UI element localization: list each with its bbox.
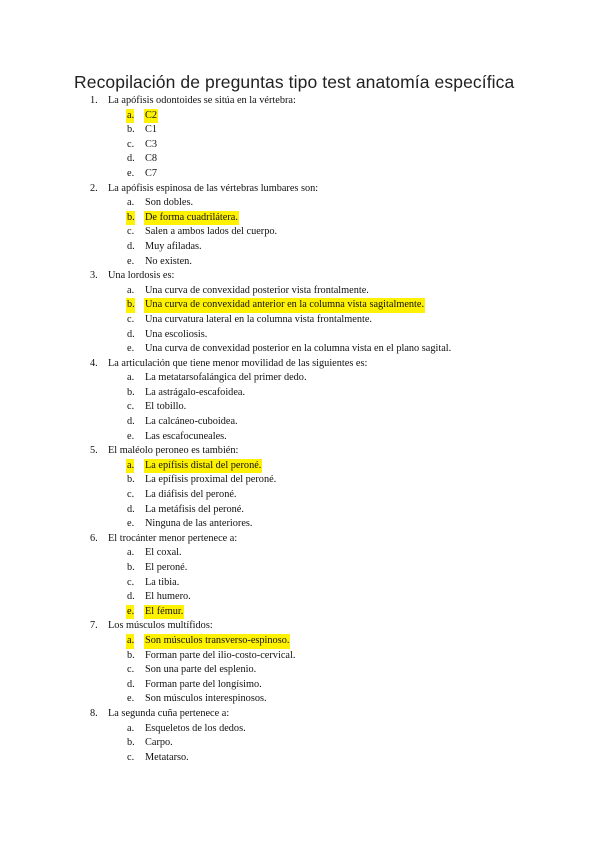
- answer-option: [0, 430, 600, 445]
- option-text-highlighted: Una curva de convexidad anterior en la columna vista sagitalmente.: [144, 298, 425, 313]
- page-title: Recopilación de preguntas tipo test anatomía específica: [74, 72, 515, 92]
- option-text: El tobillo.: [145, 401, 187, 413]
- option-text: Forman parte del longísimo.: [145, 678, 262, 690]
- option-letter: a.: [127, 197, 135, 209]
- answer-option: [0, 634, 600, 649]
- answer-option: [0, 342, 600, 357]
- question-1: [0, 94, 600, 109]
- option-letter: c.: [127, 576, 135, 588]
- question-5: [0, 444, 600, 459]
- option-letter: b.: [127, 124, 135, 136]
- option-text-highlighted: Son músculos transverso-espinoso.: [144, 634, 290, 649]
- option-text: Una curva de convexidad posterior en la columna vista en el plano sagital.: [145, 343, 452, 355]
- answer-option: [0, 152, 600, 167]
- answer-option: [0, 415, 600, 430]
- answer-option: [0, 663, 600, 678]
- answer-option: [0, 517, 600, 532]
- option-text: C8: [145, 153, 158, 165]
- option-text: Son dobles.: [145, 197, 194, 209]
- option-text: Una curvatura lateral en la columna vista frontalmente.: [145, 313, 373, 325]
- question-text: El trocánter menor pertenece a:: [108, 532, 238, 544]
- question-3: [0, 269, 600, 284]
- answer-option: [0, 722, 600, 737]
- option-letter: b.: [126, 211, 135, 226]
- option-text: Metatarso.: [145, 751, 189, 763]
- answer-option: [0, 576, 600, 591]
- option-text: Son una parte del esplenio.: [145, 664, 257, 676]
- question-2: [0, 182, 600, 197]
- answer-option: [0, 400, 600, 415]
- option-letter: a.: [126, 459, 134, 474]
- question-number: 4.: [90, 357, 98, 369]
- question-text: El maléolo peroneo es también:: [108, 445, 239, 457]
- answer-option: [0, 371, 600, 386]
- option-letter: d.: [127, 328, 135, 340]
- option-letter: c.: [127, 664, 135, 676]
- answer-option: [0, 546, 600, 561]
- option-letter: a.: [127, 372, 135, 384]
- answer-option: [0, 298, 600, 313]
- question-number: 2.: [90, 182, 98, 194]
- option-letter: d.: [127, 153, 135, 165]
- answer-option: [0, 503, 600, 518]
- answer-option: [0, 751, 600, 766]
- option-text: El peroné.: [145, 562, 188, 573]
- option-letter: a.: [127, 722, 135, 734]
- answer-option: [0, 123, 600, 138]
- option-text: El coxal.: [145, 547, 182, 559]
- question-number: 6.: [90, 532, 98, 544]
- option-text: Esqueletos de los dedos.: [145, 722, 246, 734]
- option-letter: e.: [127, 167, 135, 179]
- option-text: La calcáneo-cuboidea.: [145, 416, 238, 428]
- question-number: 5.: [90, 445, 98, 457]
- option-text: C3: [145, 138, 158, 150]
- option-text: La metatarsofalángica del primer dedo.: [145, 372, 307, 384]
- option-text-highlighted: La epífisis distal del peroné.: [144, 459, 262, 474]
- option-letter: d.: [127, 503, 135, 515]
- option-letter: e.: [126, 605, 134, 620]
- answer-option: [0, 649, 600, 664]
- question-text: La apófisis odontoides se sitúa en la vértebra:: [108, 95, 296, 106]
- option-letter: c.: [127, 226, 135, 238]
- answer-option: [0, 605, 600, 620]
- answer-option: [0, 196, 600, 211]
- answer-option: [0, 240, 600, 255]
- option-text-highlighted: C2: [144, 109, 158, 124]
- answer-option: [0, 284, 600, 299]
- answer-option: [0, 561, 600, 576]
- question-7: [0, 619, 600, 634]
- option-letter: c.: [127, 401, 135, 413]
- answer-option: [0, 488, 600, 503]
- question-text: Los músculos multífidos:: [108, 620, 213, 632]
- answer-option: [0, 138, 600, 153]
- option-letter: d.: [127, 416, 135, 428]
- option-text: La metáfisis del peroné.: [145, 503, 244, 515]
- option-text-highlighted: El fémur.: [144, 605, 184, 620]
- option-text-highlighted: De forma cuadrilátera.: [144, 211, 239, 226]
- option-letter: b.: [127, 474, 135, 486]
- answer-option: [0, 473, 600, 488]
- option-letter: d.: [127, 678, 135, 690]
- option-letter: e.: [127, 343, 135, 355]
- option-letter: a.: [126, 109, 134, 124]
- option-text: El humero.: [145, 591, 191, 603]
- option-letter: d.: [127, 240, 135, 252]
- answer-option: [0, 255, 600, 270]
- option-text: Las escafocuneales.: [145, 430, 227, 442]
- option-text: Salen a ambos lados del cuerpo.: [145, 226, 278, 238]
- option-text: Una curva de convexidad posterior vista frontalmente.: [145, 284, 369, 296]
- answer-option: [0, 109, 600, 124]
- option-text: Ninguna de las anteriores.: [145, 518, 253, 530]
- option-text: C7: [145, 167, 158, 179]
- option-text: C1: [145, 124, 158, 136]
- question-number: 8.: [90, 707, 98, 719]
- answer-option: [0, 328, 600, 343]
- option-text: Una escoliosis.: [145, 328, 208, 340]
- option-letter: e.: [127, 693, 135, 705]
- option-text: La epífisis proximal del peroné.: [145, 474, 277, 486]
- answer-option: [0, 211, 600, 226]
- option-letter: c.: [127, 138, 135, 150]
- option-text: La tibia.: [145, 576, 180, 588]
- option-letter: e.: [127, 255, 135, 267]
- option-letter: b.: [127, 737, 135, 749]
- option-text: Carpo.: [145, 737, 173, 749]
- question-number: 7.: [90, 620, 98, 632]
- option-letter: a.: [126, 634, 134, 649]
- answer-option: [0, 386, 600, 401]
- question-8: [0, 707, 600, 722]
- answer-option: [0, 736, 600, 751]
- answer-option: [0, 459, 600, 474]
- option-letter: c.: [127, 751, 135, 763]
- option-text: Forman parte del ilio-costo-cervical.: [145, 649, 296, 661]
- question-number: 3.: [90, 270, 98, 282]
- answer-option: [0, 692, 600, 707]
- option-letter: b.: [127, 562, 135, 573]
- option-letter: d.: [127, 591, 135, 603]
- option-letter: e.: [127, 518, 135, 530]
- option-letter: b.: [126, 298, 135, 313]
- question-4: [0, 357, 600, 372]
- option-text: Son músculos interespinosos.: [145, 693, 267, 705]
- answer-option: [0, 167, 600, 182]
- option-letter: b.: [127, 649, 135, 661]
- answer-option: [0, 313, 600, 328]
- question-number: 1.: [90, 95, 98, 106]
- option-letter: e.: [127, 430, 135, 442]
- option-text: Muy afiladas.: [145, 240, 202, 252]
- question-text: La apófisis espinosa de las vértebras lumbares son:: [108, 182, 319, 194]
- option-letter: b.: [127, 386, 135, 398]
- question-list: [0, 94, 600, 765]
- option-letter: c.: [127, 313, 135, 325]
- question-6: [0, 532, 600, 547]
- answer-option: [0, 225, 600, 240]
- option-letter: a.: [127, 547, 135, 559]
- option-text: La astrágalo-escafoidea.: [145, 386, 246, 398]
- option-text: La diáfisis del peroné.: [145, 489, 237, 501]
- question-text: La articulación que tiene menor movilidad de las siguientes es:: [108, 357, 368, 369]
- question-text: La segunda cuña pertenece a:: [108, 707, 230, 719]
- option-text: No existen.: [145, 255, 192, 267]
- answer-option: [0, 678, 600, 693]
- option-letter: a.: [127, 284, 135, 296]
- question-text: Una lordosis es:: [108, 270, 175, 282]
- option-letter: c.: [127, 489, 135, 501]
- answer-option: [0, 590, 600, 605]
